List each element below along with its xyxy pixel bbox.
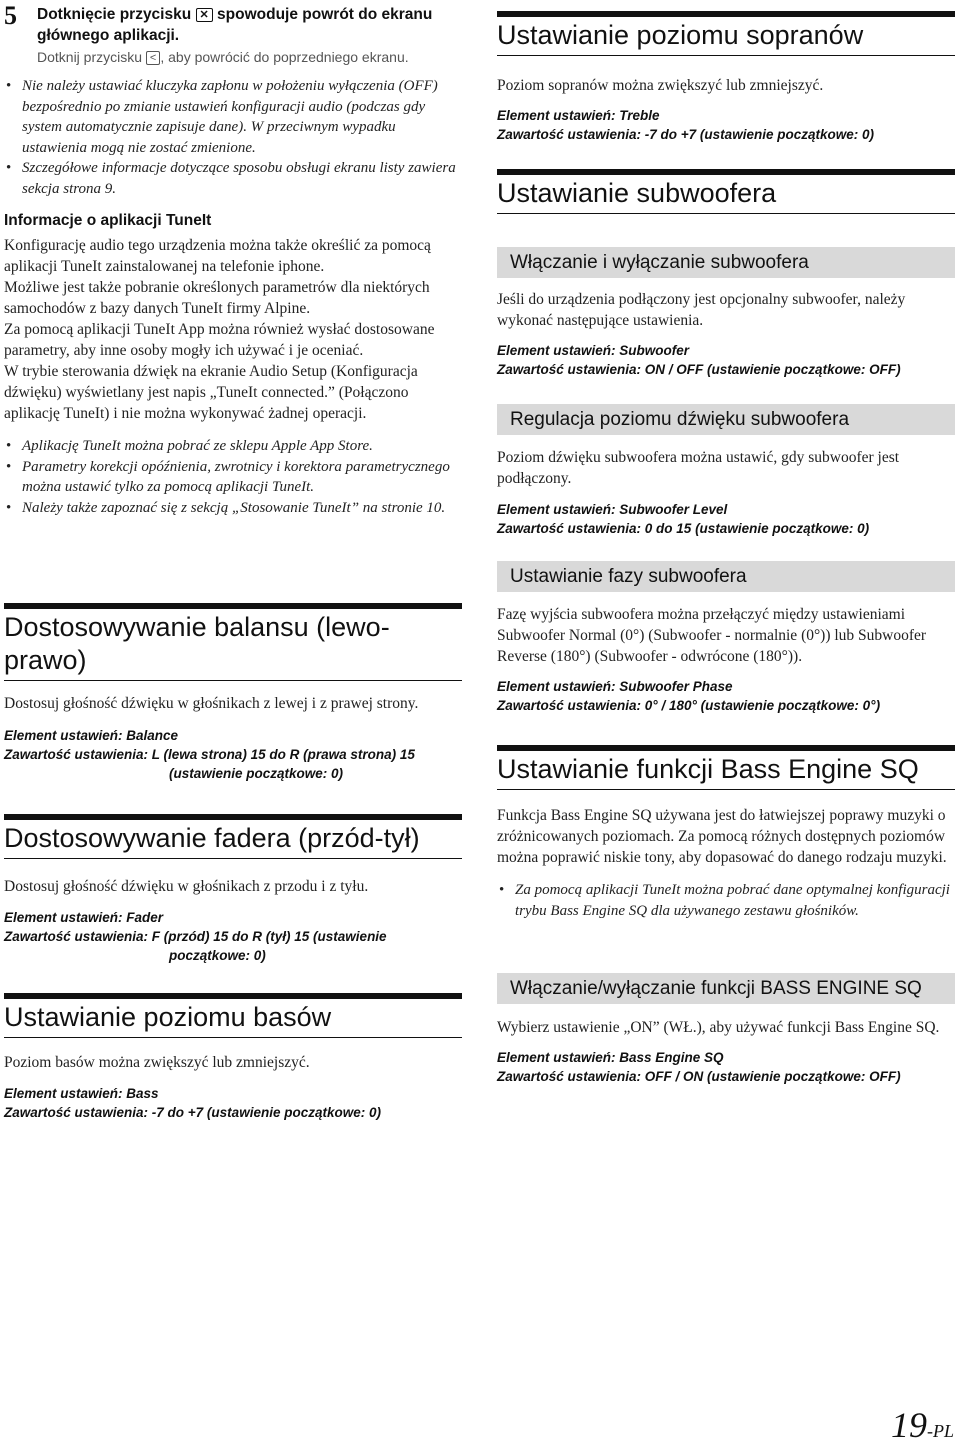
page-number: 19-PL xyxy=(891,1405,954,1445)
subwoofer-onoff-body: Jeśli do urządzenia podłączony jest opcjonalny subwoofer, należy wykonać następujące ustawienia. xyxy=(497,291,906,329)
setting-element: Element ustawień: Balance xyxy=(4,728,179,743)
note-item: • Należy także zapoznać się z sekcją „Stosowanie TuneIt” na stronie 10. xyxy=(4,498,462,519)
tuneit-paragraph: Możliwe jest także pobranie określonych parametrów dla niektórych samochodów z bazy danych TuneIt firmy Alpine. xyxy=(4,279,430,317)
bass-setting xyxy=(4,1084,462,1122)
tuneit-section xyxy=(4,210,462,518)
bass-engine-onoff-setting xyxy=(497,1048,955,1086)
treble-setting xyxy=(497,106,955,144)
bass-engine-onoff-body: Wybierz ustawienie „ON” (WŁ.), aby używać funkcji Bass Engine SQ. xyxy=(497,1019,940,1036)
bass-engine-heading: Ustawianie funkcji Bass Engine SQ xyxy=(497,745,955,790)
treble-body: Poziom sopranów można zwiększyć lub zmniejszyć. xyxy=(497,77,824,94)
balance-section xyxy=(4,603,462,783)
tuneit-heading: Informacje o aplikacji TuneIt xyxy=(4,212,212,229)
setting-element: Element ustawień: Subwoofer Phase xyxy=(497,679,733,694)
tuneit-notes xyxy=(4,436,462,518)
setting-value-cont: (ustawienie początkowe: 0) xyxy=(169,766,344,781)
fader-section xyxy=(4,814,462,965)
setting-value: Zawartość ustawienia: ON / OFF (ustawienie początkowe: OFF) xyxy=(497,362,901,377)
step-subtext: Dotknij przycisku < , aby powrócić do poprzedniego ekranu. xyxy=(37,49,409,65)
setting-element: Element ustawień: Subwoofer Level xyxy=(497,502,728,517)
subwoofer-section xyxy=(497,169,955,214)
note-item: • Parametry korekcji opóźnienia, zwrotnicy i korektora parametrycznego można ustawić tylko za pomocą aplikacji TuneIt. xyxy=(4,457,462,498)
step-number: 5 xyxy=(4,1,17,30)
setting-element: Element ustawień: Treble xyxy=(497,108,660,123)
bass-heading: Ustawianie poziomu basów xyxy=(4,993,462,1038)
bass-engine-onoff-heading: Włączanie/wyłączanie funkcji BASS ENGINE SQ xyxy=(497,973,955,1004)
setting-value: Zawartość ustawienia: -7 do +7 (ustawienie początkowe: 0) xyxy=(497,127,874,142)
subwoofer-level-body: Poziom dźwięku subwoofera można ustawić, gdy subwoofer jest podłączony. xyxy=(497,449,900,487)
tuneit-paragraph: W trybie sterowania dźwięk na ekranie Audio Setup (Konfiguracja dźwięku) wyświetlany jest napis „TuneIt connected.” (Połączono aplikację TuneIt) i nie można wykonywać żadnej operacji. xyxy=(4,363,418,422)
close-key-icon: ✕ xyxy=(196,8,213,22)
note-item: • Aplikację TuneIt można pobrać ze sklepu Apple App Store. xyxy=(4,436,462,457)
balance-heading: Dostosowywanie balansu (lewo-prawo) xyxy=(4,603,462,681)
subwoofer-heading: Ustawianie subwoofera xyxy=(497,169,955,214)
subwoofer-phase-heading: Ustawianie fazy subwoofera xyxy=(497,561,955,592)
setting-element: Element ustawień: Bass Engine SQ xyxy=(497,1050,724,1065)
subwoofer-onoff-section xyxy=(497,247,955,379)
tuneit-paragraph: Konfigurację audio tego urządzenia można także określić za pomocą aplikacji TuneIt zainstalowanej na telefonie iphone. xyxy=(4,237,431,275)
fader-heading: Dostosowywanie fadera (przód-tył) xyxy=(4,814,462,859)
setting-value: Zawartość ustawienia: 0° / 180° (ustawienie początkowe: 0°) xyxy=(497,698,881,713)
setting-value: Zawartość ustawienia: OFF / ON (ustawienie początkowe: OFF) xyxy=(497,1069,901,1084)
subwoofer-phase-setting xyxy=(497,677,955,715)
setting-element: Element ustawień: Fader xyxy=(4,910,164,925)
setting-value: Zawartość ustawienia: -7 do +7 (ustawienie początkowe: 0) xyxy=(4,1105,381,1120)
bass-body: Poziom basów można zwiększyć lub zmniejszyć. xyxy=(4,1054,310,1071)
bass-engine-notes xyxy=(497,880,955,921)
back-key-icon: < xyxy=(146,51,160,65)
subwoofer-onoff-heading: Włączanie i wyłączanie subwoofera xyxy=(497,247,955,278)
setting-value: Zawartość ustawienia: F (przód) 15 do R (tył) 15 (ustawienie xyxy=(4,929,387,944)
fader-body: Dostosuj głośność dźwięku w głośnikach z przodu i z tyłu. xyxy=(4,878,369,895)
setting-value-cont: początkowe: 0) xyxy=(169,948,266,963)
treble-heading: Ustawianie poziomu sopranów xyxy=(497,11,955,56)
bass-engine-onoff-section xyxy=(497,973,955,1086)
subwoofer-level-heading: Regulacja poziomu dźwięku subwoofera xyxy=(497,404,955,435)
subwoofer-phase-section xyxy=(497,561,955,715)
treble-section xyxy=(497,11,955,144)
bass-section xyxy=(4,993,462,1122)
bass-engine-body: Funkcja Bass Engine SQ używana jest do łatwiejszej poprawy muzyki o zróżnicowanych poziomach. Za pomocą różnych dostępnych poziomów można poprawić niskie tony, aby dopasować do danego rodzaju muzyki. xyxy=(497,807,947,866)
setting-value: Zawartość ustawienia: L (lewa strona) 15 do R (prawa strona) 15 xyxy=(4,747,415,762)
step-title: Dotknięcie przycisku ✕ spowoduje powrót do ekranu głównego aplikacji. xyxy=(37,6,433,44)
subwoofer-level-setting xyxy=(497,500,955,538)
setting-value: Zawartość ustawienia: 0 do 15 (ustawienie początkowe: 0) xyxy=(497,521,870,536)
setting-element: Element ustawień: Subwoofer xyxy=(497,343,690,358)
note-item: • Szczegółowe informacje dotyczące sposobu obsługi ekranu listy zawiera sekcja strona 9. xyxy=(4,158,462,199)
bass-engine-section xyxy=(497,745,955,921)
subwoofer-phase-body: Fazę wyjścia subwoofera można przełączyć między ustawieniami Subwoofer Normal (0°) (Subwoofer - normalnie (0°)) lub Subwoofer Reverse (180°) (Subwoofer - odwrócone (180°)). xyxy=(497,606,927,665)
balance-setting xyxy=(4,726,462,783)
fader-setting xyxy=(4,908,462,965)
note-item: • Za pomocą aplikacji TuneIt można pobrać dane optymalnej konfiguracji trybu Bass Engine SQ dla używanego zestawu głośników. xyxy=(497,880,955,921)
setting-element: Element ustawień: Bass xyxy=(4,1086,159,1101)
subwoofer-onoff-setting xyxy=(497,341,955,379)
tuneit-paragraph: Za pomocą aplikacji TuneIt App można również wysłać dostosowane parametry, aby inne osoby mogły ich używać i je oceniać. xyxy=(4,321,435,359)
notes-list xyxy=(4,76,462,199)
balance-body: Dostosuj głośność dźwięku w głośnikach z lewej i z prawej strony. xyxy=(4,695,419,712)
note-item: • Nie należy ustawiać kluczyka zapłonu w położeniu wyłączenia (OFF) bezpośrednio po zmianie ustawień konfiguracji audio (podczas gdy system automatycznie zapisuje dane). W przeciwnym wypadku ustawienia mogą nie zostać zmienione. xyxy=(4,76,462,158)
subwoofer-level-section xyxy=(497,404,955,538)
